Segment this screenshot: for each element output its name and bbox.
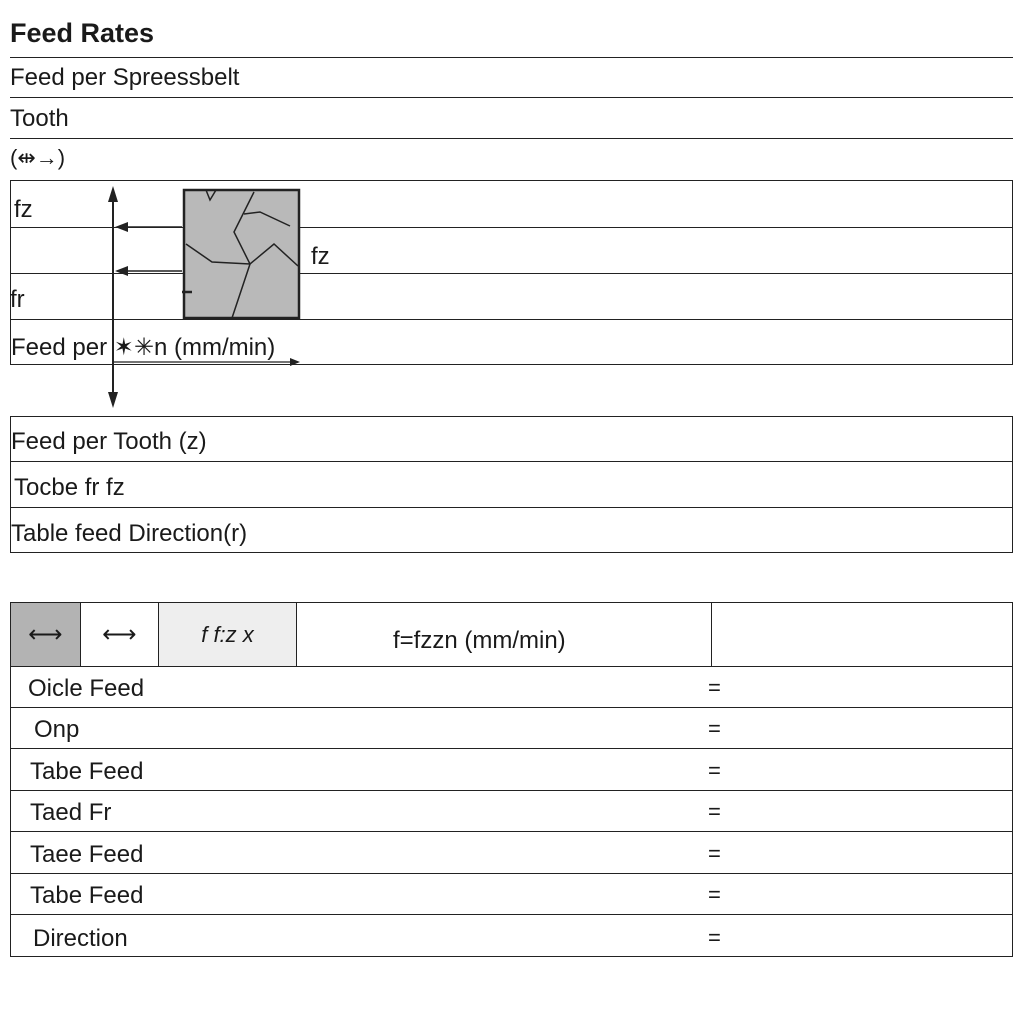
- table-row-value: =: [708, 675, 721, 700]
- table-row-value: =: [708, 799, 721, 824]
- definitions-row-line: [11, 461, 1012, 462]
- table-row-label: Oicle Feed: [28, 675, 145, 702]
- arrow-right-icon: [290, 358, 300, 366]
- table-row-label: Onp: [34, 716, 80, 743]
- table-row-value: =: [708, 758, 721, 783]
- feed-table: [10, 602, 1013, 957]
- table-row-value: =: [708, 841, 721, 866]
- table-row-divider: [11, 831, 1012, 832]
- arrow-toggle-button[interactable]: [81, 603, 159, 666]
- formula-text: f=fzzn (mm/min): [393, 627, 566, 654]
- table-row-divider: [11, 748, 1012, 749]
- table-row-divider: [11, 914, 1012, 915]
- label-fz-right: fz: [311, 243, 330, 270]
- header-line-tooth: Tooth: [10, 105, 69, 132]
- formula-symbols: f f:z x: [201, 621, 254, 647]
- table-row-divider: [11, 707, 1012, 708]
- table-toolbar: [11, 603, 1012, 667]
- formula-cell: [297, 603, 712, 666]
- table-row-value: =: [708, 882, 721, 907]
- double-arrow-icon: ⟷: [102, 621, 137, 648]
- header-line-symbol: (⇹→): [10, 145, 66, 170]
- table-row-label: Direction: [33, 925, 128, 952]
- table-row-label: Taee Feed: [30, 841, 144, 868]
- table-row-label: Tabe Feed: [30, 758, 144, 785]
- table-row-divider: [11, 873, 1012, 874]
- formula-symbol-button[interactable]: [159, 603, 297, 666]
- table-row-divider: [11, 790, 1012, 791]
- definitions-row-line: [11, 507, 1012, 508]
- definition-row: Tocbe fr fz: [14, 474, 125, 501]
- table-row-label: Tabe Feed: [30, 882, 144, 909]
- table-row-label: Taed Fr: [30, 799, 112, 826]
- arrow-toggle-button-active[interactable]: [11, 603, 81, 666]
- label-feed-per-minute: Feed per ✶✳n (mm/min): [11, 334, 276, 361]
- table-row-value: =: [708, 925, 721, 950]
- arrow-down-icon: [108, 392, 118, 408]
- arrow-up-icon: [108, 186, 118, 202]
- label-fr: fr: [10, 286, 25, 313]
- label-fz-left: fz: [14, 196, 33, 223]
- arrow-left-icon: [115, 222, 128, 232]
- double-arrow-icon: ⟷: [28, 621, 63, 648]
- page-title: Feed Rates: [10, 18, 155, 48]
- definition-row: Feed per Tooth (z): [11, 428, 207, 455]
- arrow-left-icon: [115, 266, 128, 276]
- definition-row: Table feed Direction(r): [11, 520, 248, 547]
- header-line-feed-per: Feed per Spreessbelt: [10, 64, 240, 91]
- table-row-value: =: [708, 716, 721, 741]
